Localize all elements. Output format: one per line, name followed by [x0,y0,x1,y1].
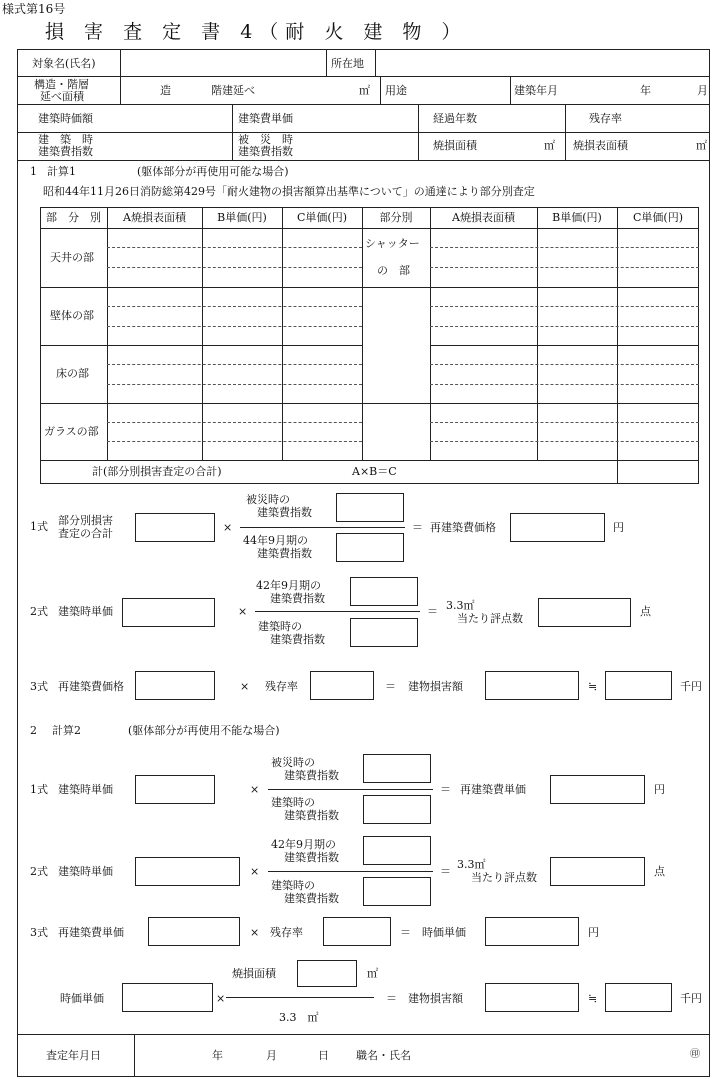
times-sign: × [250,865,260,878]
input-box[interactable] [135,671,215,700]
f1-num-bottom: 建築費指数 [284,769,339,782]
page-title: 損 害 査 定 書 4（耐 火 建 物 ） [45,21,468,43]
equals-sign: ＝ [440,865,451,878]
f3-result-label: 時価単価 [422,926,466,939]
f3-name: 再建築費価格 [58,680,124,693]
equals-sign: ＝ [427,605,438,618]
times-sign: × [250,783,260,796]
burned-area-label: 焼損面積 [433,139,477,152]
f2-den-bottom: 建築費指数 [284,892,339,905]
day-unit: 日 [318,1049,329,1062]
input-box[interactable] [310,671,374,700]
input-box[interactable] [323,917,391,946]
table-header: A焼損表面積 [123,211,186,224]
f1-name: 建築時単価 [58,783,113,796]
f4-num-label: 焼損面積 [232,967,276,980]
sqm-unit: ㎡ [544,139,555,152]
point-unit: 点 [654,865,665,878]
f1-den-top: 建築時の [271,796,315,809]
input-box[interactable] [605,671,672,700]
equals-sign: ＝ [412,521,423,534]
input-box[interactable] [135,513,215,542]
equals-sign: ＝ [400,926,411,939]
calc2-note: (躯体部分が再使用不能な場合) [128,724,280,737]
f2-label: 2式 [30,605,48,618]
f2-result-bottom: 当たり評点数 [471,871,537,884]
years-elapsed-label: 経過年数 [433,112,477,125]
month-unit: 月 [266,1049,277,1062]
residual-rate-label: 残存率 [589,112,622,125]
cost-unit-price-label: 建築費単価 [238,112,293,125]
f1-name-bottom: 査定の合計 [58,527,113,540]
input-box[interactable] [363,877,431,906]
calc1-number: 1 [30,165,37,178]
f4-den-label: 3.3 ㎡ [279,1011,319,1024]
input-box[interactable] [350,618,418,647]
input-box[interactable] [336,533,404,562]
input-box[interactable] [122,598,215,627]
build-index-label-top: 建 築 時 [38,133,93,146]
calc1-heading: 計算1 [47,165,76,178]
input-box[interactable] [485,917,579,946]
table-header: A焼損表面積 [452,211,515,224]
f4-name: 時価単価 [60,992,104,1005]
structure-kai: 階建延べ [211,84,255,97]
input-box[interactable] [550,857,645,886]
input-box[interactable] [148,917,240,946]
input-box[interactable] [550,775,645,804]
f2-name: 建築時単価 [58,865,113,878]
structure-zo: 造 [160,84,171,97]
subject-name-field[interactable] [121,50,325,75]
f1-den-top: 44年9月期の [243,534,308,547]
f3-mid-label: 残存率 [265,680,298,693]
f1-result-label: 再建築費単価 [460,783,526,796]
f1-label: 1式 [30,520,48,533]
f1-num-top: 被災時の [271,756,315,769]
input-box[interactable] [135,775,215,804]
f3-result-label: 建物損害額 [408,680,463,693]
month-unit: 月 [697,84,708,97]
f2-num-bottom: 建築費指数 [284,851,339,864]
yen-unit: 円 [588,926,599,939]
times-sign: × [238,605,248,618]
input-box[interactable] [510,513,605,542]
times-sign: × [240,680,250,693]
equals-sign: ＝ [386,992,397,1005]
f2-num-top: 42年9月期の [256,579,321,592]
f1-den-bottom: 建築費指数 [284,809,339,822]
assess-date-label: 査定年月日 [46,1049,101,1062]
sqm-unit: ㎡ [359,84,370,97]
disaster-index-label-bottom: 建築費指数 [238,145,293,158]
f3-mid-label: 残存率 [270,926,303,939]
f4-result-label: 建物損害額 [408,992,463,1005]
built-date-label: 建築年月 [514,84,558,97]
calc1-notice: 昭和44年11月26日消防総第429号「耐火建物の損害額算出基準について」の通達により部分別査定 [43,185,535,198]
table-header: B単価(円) [552,211,602,224]
times-sign: × [250,926,260,939]
calc1-note: (躯体部分が再使用可能な場合) [137,165,289,178]
f1-name-top: 部分別損害 [58,514,113,527]
f2-result-bottom: 当たり評点数 [457,612,523,625]
f2-den-bottom: 建築費指数 [270,633,325,646]
row-label-ceiling: 天井の部 [50,251,94,264]
table-header: C単価(円) [633,211,683,224]
thousand-yen-unit: 千円 [680,992,702,1005]
row-label-glass: ガラスの部 [44,425,99,438]
thousand-yen-unit: 千円 [680,680,702,693]
f2-label: 2式 [30,865,48,878]
table-header: 部分別 [379,211,413,224]
structure-label: 構造・階層 [34,78,89,91]
burned-surface-area-label: 焼損表面積 [573,139,628,152]
cost-at-build-label: 建築時価額 [38,112,93,125]
input-box[interactable] [122,983,213,1012]
calc2-heading: 計算2 [52,724,81,737]
sqm-unit: ㎡ [367,967,378,980]
yen-unit: 円 [613,521,624,534]
f3-label: 3式 [30,680,48,693]
f3-label: 3式 [30,926,48,939]
times-sign: × [216,992,226,1005]
input-box[interactable] [485,983,579,1012]
shutter-label-top: シャッター [365,237,420,250]
f3-name: 再建築費単価 [58,926,124,939]
f1-label: 1式 [30,783,48,796]
seal-icon: ㊞ [690,1049,700,1060]
position-name-label: 職名・氏名 [356,1049,411,1062]
point-unit: 点 [640,605,651,618]
location-field[interactable] [376,50,709,75]
input-box[interactable] [363,836,431,865]
input-box[interactable] [605,983,672,1012]
approx-sign: ≒ [588,992,598,1005]
f1-den-bottom: 建築費指数 [257,547,312,560]
input-box[interactable] [538,598,631,627]
input-box[interactable] [336,493,404,522]
input-box[interactable] [363,795,431,824]
input-box[interactable] [297,960,357,987]
total-formula: A×B＝C [352,465,397,478]
input-box[interactable] [350,577,418,606]
equals-sign: ＝ [385,680,396,693]
times-sign: × [223,521,233,534]
use-label: 用途 [385,84,407,97]
form-number: 様式第16号 [2,2,66,16]
year-unit: 年 [212,1049,223,1062]
build-index-label-bottom: 建築費指数 [38,145,93,158]
f2-result-top: 3.3㎡ [446,599,475,612]
location-label: 所在地 [331,57,364,70]
table-header: B単価(円) [217,211,267,224]
disaster-index-label-top: 被 災 時 [238,133,293,146]
f2-den-top: 建築時の [271,879,315,892]
f2-name: 建築時単価 [58,605,113,618]
f2-num-top: 42年9月期の [271,838,336,851]
floor-area-label: 延べ面積 [40,90,84,103]
subject-name-label: 対象名(氏名) [32,57,96,70]
table-header: C単価(円) [297,211,347,224]
total-label: 計(部分別損害査定の合計) [92,465,222,478]
yen-unit: 円 [654,783,665,796]
f1-num-top: 被災時の [246,493,290,506]
f1-num-bottom: 建築費指数 [257,506,312,519]
table-header: 部 分 別 [46,211,101,224]
f2-num-bottom: 建築費指数 [270,592,325,605]
input-box[interactable] [135,857,240,886]
input-box[interactable] [363,754,431,783]
equals-sign: ＝ [440,783,451,796]
row-label-wall: 壁体の部 [50,309,94,322]
f2-result-top: 3.3㎡ [457,858,486,871]
f2-den-top: 建築時の [258,620,302,633]
sqm-unit: ㎡ [696,139,707,152]
shutter-label-bottom: の 部 [377,264,410,277]
input-box[interactable] [485,671,579,700]
f1-result-label: 再建築費価格 [430,521,496,534]
calc2-number: 2 [30,724,37,737]
row-label-floor: 床の部 [56,367,89,380]
approx-sign: ≒ [588,680,598,693]
year-unit: 年 [640,84,651,97]
